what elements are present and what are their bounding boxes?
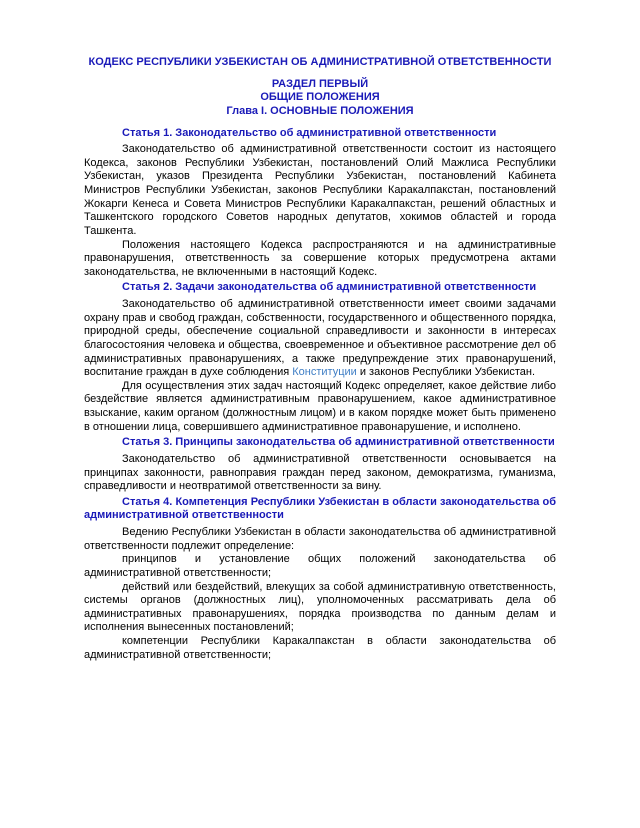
article-2-heading: Статья 2. Задачи законодательства об административной ответственности — [122, 281, 537, 294]
article-1-paragraph-1: Законодательство об административной ответственности состоит из настоящего Кодекса, законов Республики Узбекистан, постановлений Олий Мажлиса Республики Узбекистан, указов Президента Республики Узбекистан, постановлений Кабинета Министров Республики Узбекистан, законов Республики Каракалпакстан, постановлений Жокарги Кенеса и Совета Министров Республики Каракалпакстан, решений областных и Ташкентского городского Советов народных депутатов, хокимов областей и города Ташкента. — [84, 143, 556, 237]
paragraph-text: и законов Республики Узбекистан. — [356, 366, 535, 379]
article-4-paragraph-2: принципов и установление общих положений законодательства об административной ответственности; — [84, 553, 556, 579]
constitution-link[interactable]: Конституции — [292, 366, 357, 379]
article-3-paragraph-1: Законодательство об административной ответственности основывается на принципах законности, равноправия граждан перед законом, демократизма, гуманизма, справедливости и неотвратимой ответственности за вину. — [84, 452, 556, 493]
document-page — [84, 0, 556, 662]
paragraph-text: Законодательство об административной ответственности имеет своими задачами охрану прав и свобод граждан, собственности, государственного и общественного порядка, природной среды, обеспечение социальной справедливости и законности в интересах благосостояния человека и общества, своевременное и объективное рассмотрение дел об административных правонарушениях, а также предупреждение этих правонарушений, воспитание граждан в духе соблюдения — [84, 298, 556, 379]
part-subheading: ОБЩИЕ ПОЛОЖЕНИЯ — [260, 91, 380, 104]
chapter-heading: Глава I. ОСНОВНЫЕ ПОЛОЖЕНИЯ — [226, 104, 414, 117]
article-4-paragraph-1: Ведению Республики Узбекистан в области законодательства об административной ответственности подлежит определение: — [84, 526, 556, 552]
article-4-heading: Статья 4. Компетенция Республики Узбекистан в области законодательства об административной ответственности — [84, 495, 556, 522]
article-2-paragraph-2: Для осуществления этих задач настоящий Кодекс определяет, какое действие либо бездействие является административным правонарушением, какое административное взыскание, каким органом (должностным лицом) и в каком порядке может быть применено в отношении лица, совершившего административное правонарушение, и исполнено. — [84, 379, 556, 433]
article-4-paragraph-3: действий или бездействий, влекущих за собой административную ответственность, системы органов (должностных лиц), уполномоченных рассматривать дела об административных правонарушениях, порядка производства по данным делам и исполнения вынесенных постановлений; — [84, 580, 556, 634]
article-1-paragraph-2: Положения настоящего Кодекса распространяются и на административные правонарушения, ответственность за совершение которых предусмотрена актами законодательства, не включенными в настоящий Кодекс. — [84, 238, 556, 278]
document-title: КОДЕКС РЕСПУБЛИКИ УЗБЕКИСТАН ОБ АДМИНИСТРАТИВНОЙ ОТВЕТСТВЕННОСТИ — [88, 56, 552, 68]
article-2-paragraph-1 — [84, 298, 556, 380]
article-1-heading: Статья 1. Законодательство об административной ответственности — [122, 126, 497, 139]
article-4-paragraph-4: компетенции Республики Каракалпакстан в области законодательства об административной ответственности; — [84, 635, 556, 661]
part-heading: РАЗДЕЛ ПЕРВЫЙ — [271, 77, 369, 90]
article-3-heading: Статья 3. Принципы законодательства об административной ответственности — [122, 436, 555, 449]
